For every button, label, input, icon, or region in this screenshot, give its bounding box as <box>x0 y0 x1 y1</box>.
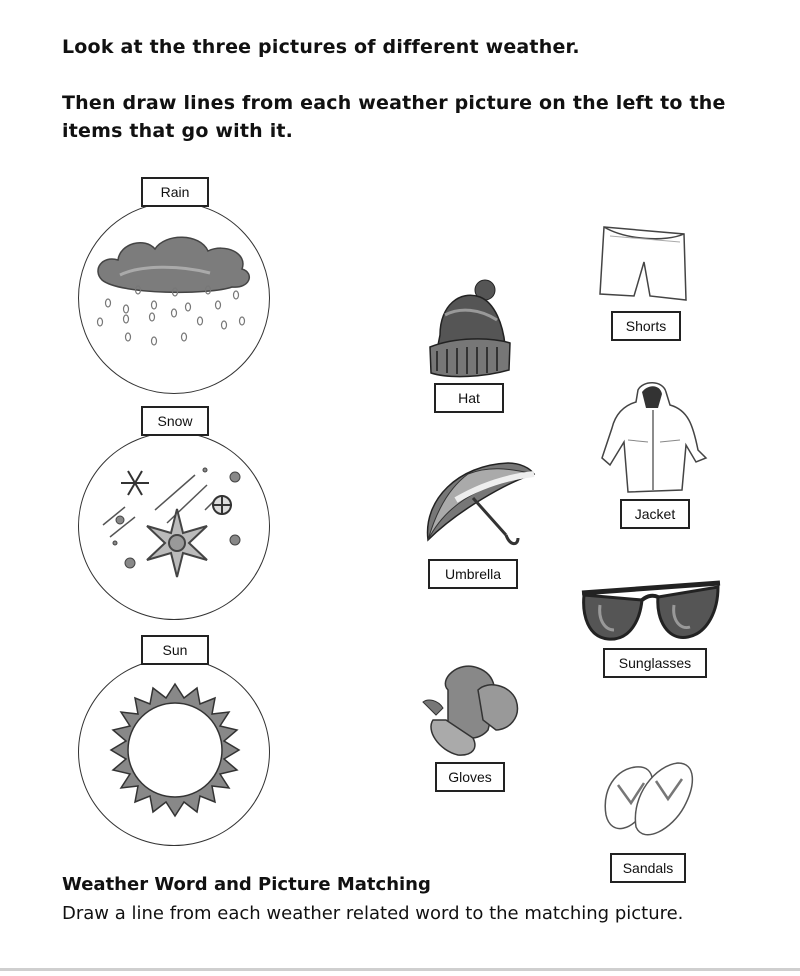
instruction-line-3: items that go with it. <box>62 120 294 142</box>
footer-subtitle: Draw a line from each weather related word to the matching picture. <box>62 903 684 924</box>
label-gloves: Gloves <box>435 762 505 792</box>
hat-icon <box>425 275 515 383</box>
snowflake-icon <box>95 455 255 590</box>
label-sandals: Sandals <box>610 853 686 883</box>
label-jacket: Jacket <box>620 499 690 529</box>
label-rain: Rain <box>141 177 209 207</box>
sandals-icon <box>596 755 702 845</box>
shorts-icon <box>596 222 690 304</box>
footer-title: Weather Word and Picture Matching <box>62 874 431 895</box>
rain-cloud-icon <box>90 225 260 355</box>
bottom-divider <box>0 968 800 971</box>
label-snow: Snow <box>141 406 209 436</box>
label-sun: Sun <box>141 635 209 665</box>
umbrella-icon <box>418 460 538 555</box>
label-sunglasses: Sunglasses <box>603 648 707 678</box>
label-shorts: Shorts <box>611 311 681 341</box>
gloves-icon <box>418 660 524 760</box>
sun-icon <box>105 680 245 820</box>
sunglasses-icon <box>580 575 724 645</box>
instruction-line-2: Then draw lines from each weather picture on the left to the <box>62 92 726 114</box>
label-umbrella: Umbrella <box>428 559 518 589</box>
instruction-line-1: Look at the three pictures of different weather. <box>62 36 580 58</box>
label-hat: Hat <box>434 383 504 413</box>
jacket-icon <box>598 380 710 495</box>
